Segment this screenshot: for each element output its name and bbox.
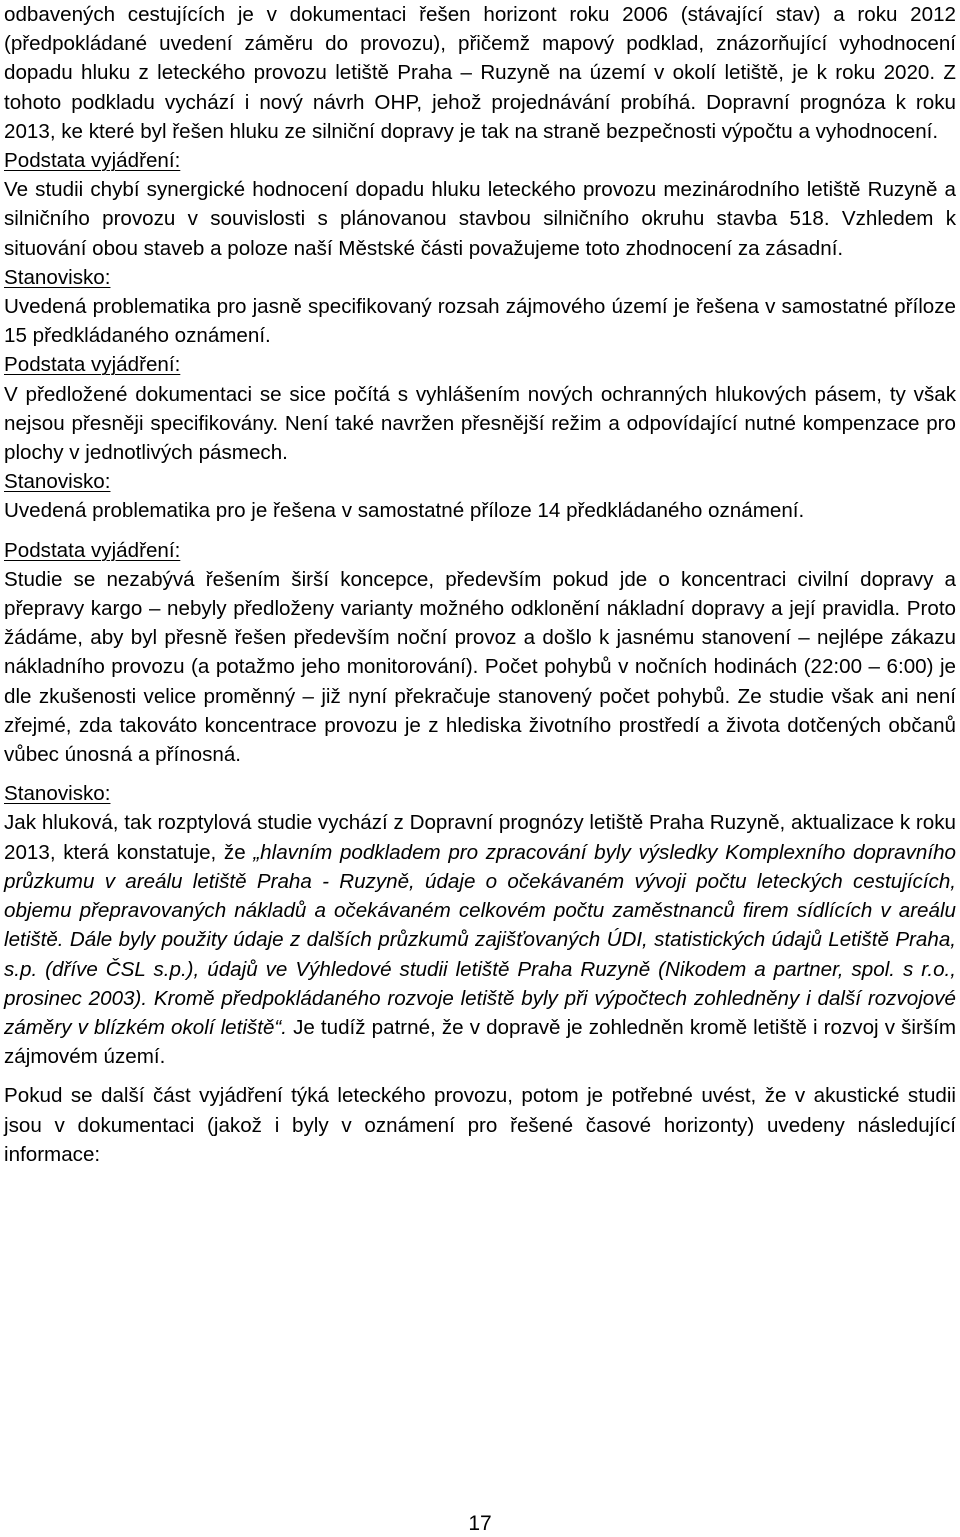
stanovisko-intro-text: Jak hluková, tak rozptylová studie vychází z Dopravní prognózy letiště Praha Ruzyně, aktualizace k roku 2013, která konstatuje, že <box>4 811 956 864</box>
intro-paragraph: odbavených cestujících je v dokumentaci řešen horizont roku 2006 (stávající stav) a roku 2012 (předpokládané uvedení záměru do provozu), přičemž mapový podklad, znázorňující vyhodnocení dopadu hluku z leteckého provozu letiště Praha – Ruzyně na území v okolí letiště, je k roku 2020. Z tohoto podkladu vychází i nový návrh OHP, jehož projednávání probíhá. Dopravní prognóza k roku 2013, ke které byl řešen hluku ze silniční dopravy je tak na straně bezpečnosti výpočtu a vyhodnocení. <box>4 3 956 143</box>
section-label-stanovisko: Stanovisko: <box>4 782 111 806</box>
podstata-paragraph: Ve studii chybí synergické hodnocení dopadu hluku leteckého provozu mezinárodního letiště Ruzyně a silničního provozu v souvislosti s plánovanou stavbou silničního okruhu stavba 518. Vzhledem k situování obou staveb a poloze naší Městské části považujeme toto zhodnocení za zásadní. <box>4 178 956 260</box>
stanovisko-paragraph: Uvedená problematika pro jasně specifikovaný rozsah zájmového území je řešena v samostatné příloze 15 předkládaného oznámení. <box>4 295 956 348</box>
stanovisko-paragraph: Uvedená problematika pro je řešena v samostatné příloze 14 předkládaného oznámení. <box>4 499 805 523</box>
stanovisko-paragraph-quoted <box>4 808 956 1071</box>
section-label-podstata: Podstata vyjádření: <box>4 538 181 562</box>
stanovisko-conclusion-text: Je tudíž patrné, že v dopravě je zohledněn kromě letiště i rozvoj v širším zájmovém území. <box>4 1015 956 1069</box>
document-page <box>4 0 956 1169</box>
section-label-stanovisko: Stanovisko: <box>4 470 111 494</box>
podstata-paragraph: Studie se nezabývá řešením širší koncepce, především pokud jde o koncentraci civilní dopravy a přepravy kargo – nebyly předloženy varianty možného odklonění nákladní dopravy a její pravidla. Proto žádáme, aby byl přesně řešen především noční provoz a došlo k jasnému stanovení – nejlépe zákazu nákladního provozu (a potažmo jeho monitorování). Počet pohybů v nočních hodinách (22:00 – 6:00) je dle zkušenosti velice proměnný – již nyní překračuje stanovený počet pohybů. Ze studie však ani není zřejmé, zda takováto koncentrace provozu je z hlediska životního prostředí a života dotčených občanů vůbec únosná a přínosná. <box>4 567 956 767</box>
podstata-paragraph: V předložené dokumentaci se sice počítá s vyhlášením nových ochranných hlukových pásem, ty však nejsou přesněji specifikovány. Není také navržen přesnější režim a odpovídající nutné kompenzace pro plochy v jednotlivých pásmech. <box>4 382 956 465</box>
section-label-podstata: Podstata vyjádření: <box>4 353 181 377</box>
section-label-stanovisko: Stanovisko: <box>4 265 111 289</box>
page-number: 17 <box>468 1512 492 1535</box>
closing-paragraph: Pokud se další část vyjádření týká leteckého provozu, potom je potřebné uvést, že v akustické studii jsou v dokumentaci (jakož i byly v oznámení pro řešené časové horizonty) uvedeny následující informace: <box>4 1084 956 1166</box>
section-label-podstata: Podstata vyjádření: <box>4 149 181 173</box>
quoted-source-text: „hlavním podkladem pro zpracování byly výsledky Komplexního dopravního průzkumu v areálu letiště Praha - Ruzyně, údaje o očekávaném vývoji počtu leteckých cestujících, objemu přepravovaných nákladů a očekávaném celkovém počtu zaměstnanců firem sídlících v areálu letiště. Dále byly použity údaje z dalších průzkumů zajišťovaných ÚDI, statistických údajů Letiště Praha, s.p. (dříve ČSL s.p.), údajů ve Výhledové studii letiště Praha Ruzyně (Nikodem a partner, spol. s r.o., prosinec 2003). Kromě předpokládaného rozvoje letiště byly při výpočtech zohledněny i další rozvojové záměry v blízkém okolí letiště“. <box>4 840 956 1039</box>
